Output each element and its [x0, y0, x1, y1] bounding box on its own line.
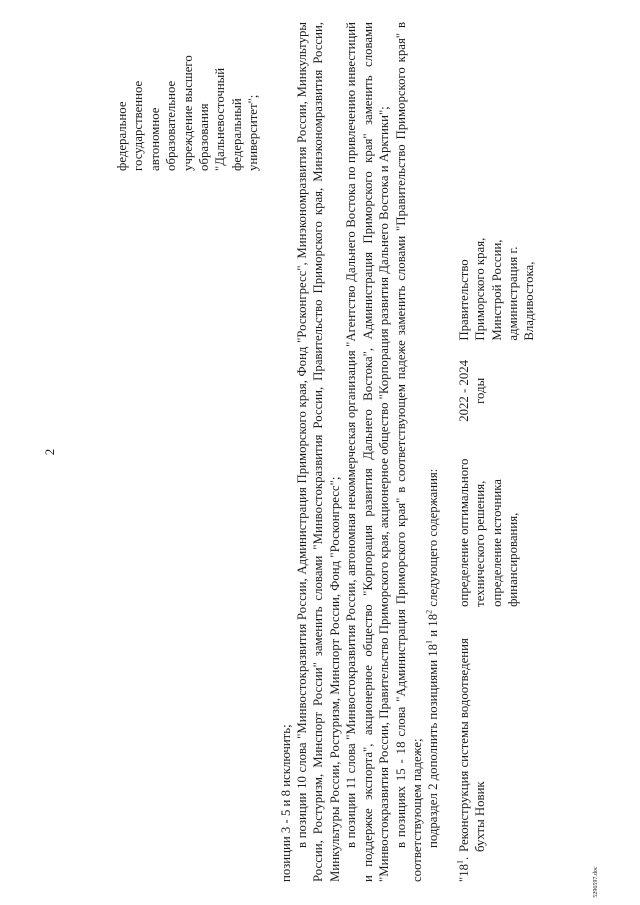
paragraph-4: в позициях 15 - 18 слова "Администрация Приморского края" в соответствующем падеже заменить словами "Правительство Приморского края" в соответствующем падеже;	[393, 22, 424, 882]
amendments	[278, 22, 442, 882]
document-body	[100, 22, 540, 882]
row-period: 2022 - 2024 годы	[456, 359, 488, 422]
prev-row-responsible: федеральное государственное автономное образовательное учреждение высшего образования "Дальневосточный федеральный университет";	[115, 55, 261, 171]
row-responsible: Правительство Приморского края, Минстрой России, администрация г. Владивостока,	[456, 237, 537, 341]
row-title: Реконструкция системы водоотведения бухты Новик	[456, 638, 488, 852]
new-row-table	[456, 22, 538, 882]
section-intro: подраздел 2 дополнить позициями $18^1$ и $18^2$ следующего содержания:	[425, 468, 441, 848]
prev-row-table	[114, 22, 262, 882]
paragraph-3: в позиции 11 слова "Минвостокразвития России, автономная некоммерческая организация "Агентство Дальнего Востока по привлечению инвестиций и поддержке экспорта", акционерное общество "Корпорация развития Дальнего Востока", Администрация Приморского края" заменить словами "Минвостокразвития России, Правительство Приморского края, акционерное общество "Корпорация развития Дальнего Востока и Арктики";	[344, 22, 392, 882]
row-result: определение оптимального технического решения, определение источника финансирования,	[456, 458, 520, 607]
new-row-title-cell	[456, 607, 538, 882]
row-number: "$18^1$.	[455, 856, 471, 882]
page-number: 2	[42, 448, 57, 456]
document-filename: 5296597.doc	[593, 866, 599, 898]
paragraph-2: в позиции 10 слова "Минвостокразвития России, Администрация Приморского края, Фонд "Росконгресс", Минэкономразвития России, Минкультуры России, Ростуризм, Минспорт России" заменить словами "Минвостокразвития России, Правительство Приморского края, Минэкономразвития России, Минкультуры России, Ростуризм, Минспорт России, Фонд "Росконгресс";	[295, 22, 342, 882]
paragraph-1: позиции 3 - 5 и 8 исключить;	[278, 724, 293, 882]
